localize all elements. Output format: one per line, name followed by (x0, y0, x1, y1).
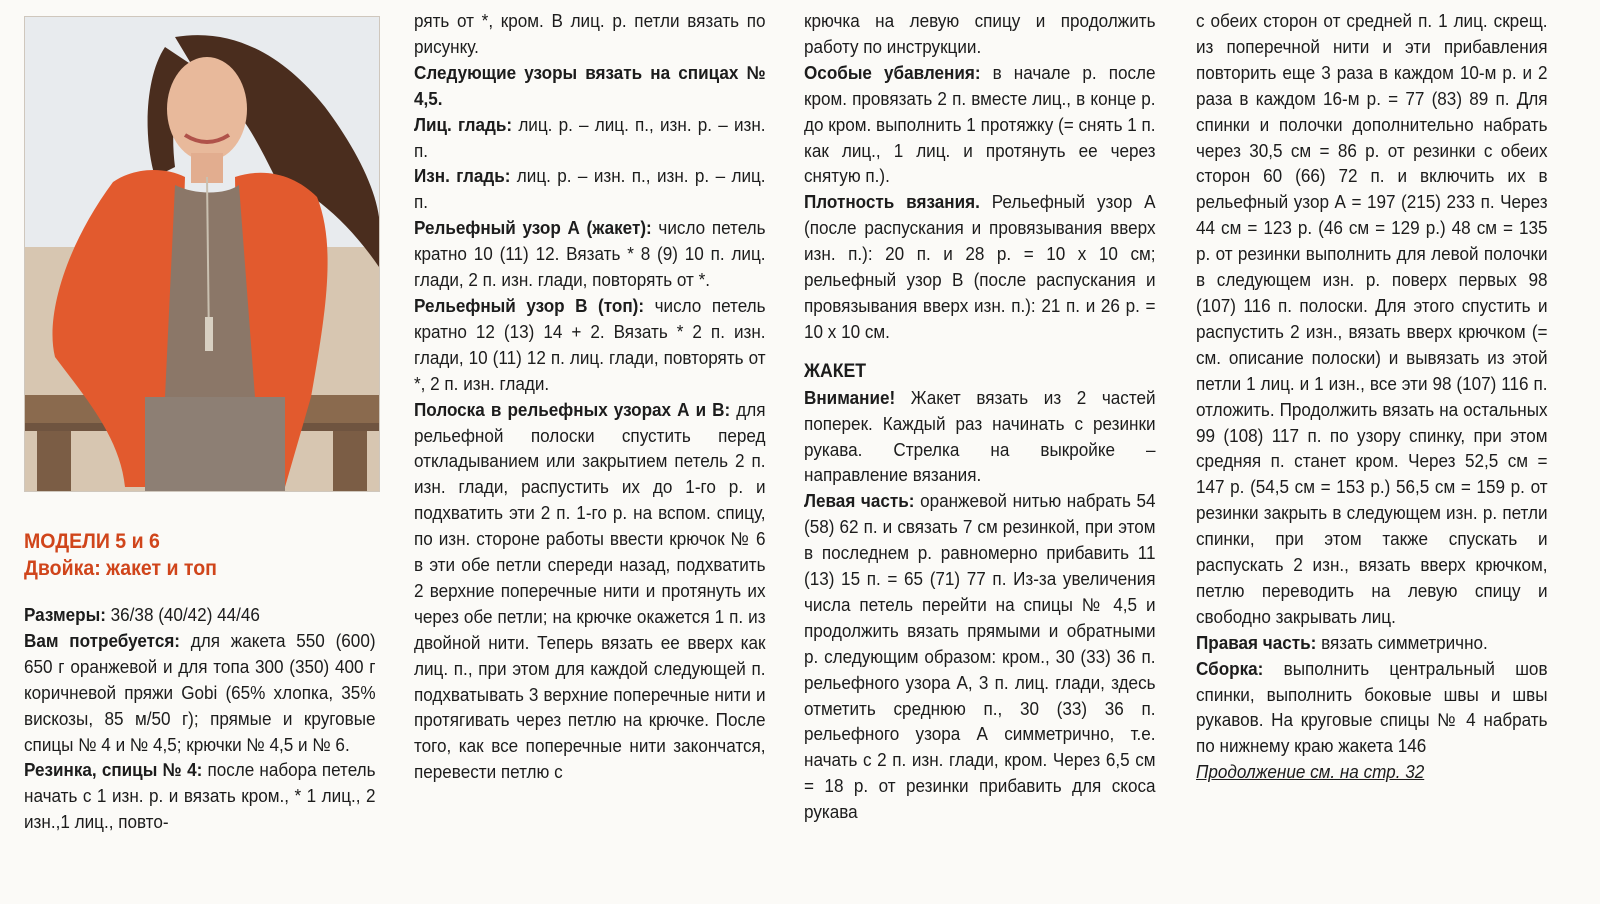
left-part-paragraph: Левая часть: оранжевой нитью набрать 54 (58) 62 п. и связать 7 см резинкой, при этом в последнем р. равномерно прибавить 11 (13) 15 п. = 65 (71) 77 п. Из-за увеличения числа петель перейти на спицы № 4,5 и продолжить вязать прямыми и обратными р. следующим образом: кром., 30 (33) 36 п. рельефного узора А, 3 п. лиц. глади, здесь отметить среднюю п., 30 (33) 36 п. рельефного узора А симметрично, т.е. начать с 2 п. изн. глади, кром. Через 6,5 см = 18 р. от резинки прибавить для скоса рукава (804, 490, 1156, 823)
pattern-a-paragraph: Рельефный узор А (жакет): число петель кратно 10 (11) 12. Вязать * 8 (9) 10 п. лиц. глади, 2 п. изн. глади, повторять от *. (414, 217, 766, 291)
materials-paragraph: Вам потребуется: для жакета 550 (600) 650 г оранжевой и для топа 300 (350) 400 г коричневой пряжи Gobi (65% хлопка, 35% вискозы, 85 м/50 г); прямые и круговые спицы № 4 и № 4,5; крючки № 4,5 и № 6. (24, 629, 376, 755)
attention-paragraph: Внимание! Жакет вязать из 2 частей поперек. Каждый раз начинать с резинки рукава. Стрелка на выкройке – направление вязания. (804, 386, 1156, 486)
stockinette-paragraph: Лиц. гладь: лиц. р. – лиц. п., изн. р. – изн. п. (414, 113, 766, 161)
text-paragraph: с обеих сторон от средней п. 1 лиц. скрещ. из поперечной нити и эти прибавления повторить еще 3 раза в каждом 10-м р. и 2 раза в каждом 16-м р. = 77 (83) 89 п. Для спинки и полочки дополнительно набрать через 30,5 см = 86 р. от резинки с обеих сторон 60 (66) 72 п. и включить их в рельефный узор А = 197 (215) 233 п. Через 44 см = 123 р. (46 см = 129 р.) 48 см = 135 р. от резинки выполнить для левой полочки в следующем изн. р. поверх первых 98 (107) 116 п. полоски. Для этого спустить и распустить 2 изн., вязать вверх крючком (= см. описание полоски) и вывязать из этой петли 1 лиц. и 1 изн., все эти 98 (107) 116 п. отложить. Продолжить вязать на остальных 99 (108) 117 п. по узору спинку, при этом средняя п. станет кром. Через 52,5 см = 147 р. (54,5 см = 153 р.) 56,5 см = 159 р. от резинки закрыть в следующем изн. р. петли спинки, при этом также спускать и распускать 2 изн., вязать вверх крючком, петлю переводить на левую спицу и свободно закрывать лиц. (1196, 10, 1548, 627)
stripe-paragraph: Полоска в рельефных узорах А и В: для рельефной полоски спустить перед откладыванием или закрытием петель 2 п. изн. глади, распустить их до 1-го р. и подхватить эти 2 п. 1-го р. на вспом. спицу, по изн. стороне работы ввести крючок № 6 в эти обе петли спереди назад, подхватить 2 верхние поперечные нити и протянуть их через обе петли; на крючке окажется 1 п. из двойной нити. Теперь вязать ее вверх как лиц. п., при этом для каждой следующей п. подхватывать 3 верхние поперечные нити и протягивать через петлю на крючке. После того, как все поперечные нити закончатся, перевести петлю с (414, 398, 766, 783)
text-paragraph: крючка на левую спицу и продолжить работу по инструкции. (804, 10, 1156, 57)
pattern-b-paragraph: Рельефный узор В (топ): число петель кратно 12 (13) 14 + 2. Вязать * 2 п. изн. глади, 10 (11) 12 п. лиц. глади, повторять от *, 2 п. изн. глади. (414, 294, 766, 394)
model-title: МОДЕЛИ 5 и 6 (24, 530, 160, 553)
column-2 (414, 8, 766, 785)
column-3 (804, 8, 1156, 825)
section-heading: ЖАКЕТ (804, 360, 867, 382)
gauge-paragraph: Плотность вязания. Рельефный узор А (после распускания и провязывания вверх изн. п.): 20 п. и 28 р. = 10 х 10 см; рельефный узор В (после распускания и провязывания вверх изн. п.): 21 п. и 26 р. = 10 х 10 см. (804, 191, 1156, 342)
needles-paragraph: Следующие узоры вязать на спицах № 4,5. (414, 61, 766, 109)
model-photo (24, 16, 380, 492)
assembly-paragraph: Сборка: выполнить центральный шов спинки, выполнить боковые швы и швы рукавов. На круговые спицы № 4 набрать по нижнему краю жакета 146 (1196, 657, 1548, 757)
column-4 (1196, 8, 1548, 785)
model-illustration (25, 17, 379, 491)
text-paragraph: рять от *, кром. В лиц. р. петли вязать по рисунку. (414, 10, 766, 57)
continued-link[interactable]: Продолжение см. на стр. 32 (1196, 761, 1425, 783)
rib-paragraph: Резинка, спицы № 4: после набора петель начать с 1 изн. р. и вязать кром., * 1 лиц., 2 изн.,1 лиц., повто- (24, 759, 376, 833)
column-1 (24, 528, 376, 835)
model-subtitle: Двойка: жакет и топ (24, 557, 217, 580)
sizes-paragraph: Размеры: 36/38 (40/42) 44/46 (24, 604, 260, 625)
reverse-stockinette-paragraph: Изн. гладь: лиц. р. – изн. п., изн. р. – лиц. п. (414, 165, 766, 213)
decreases-paragraph: Особые убавления: в начале р. после кром. провязать 2 п. вместе лиц., в конце р. до кром. выполнить 1 протяжку (= снять 1 п. как лиц., 1 лиц. и протянуть ее через снятую п.). (804, 61, 1156, 187)
right-part-paragraph: Правая часть: вязать симметрично. (1196, 631, 1488, 653)
